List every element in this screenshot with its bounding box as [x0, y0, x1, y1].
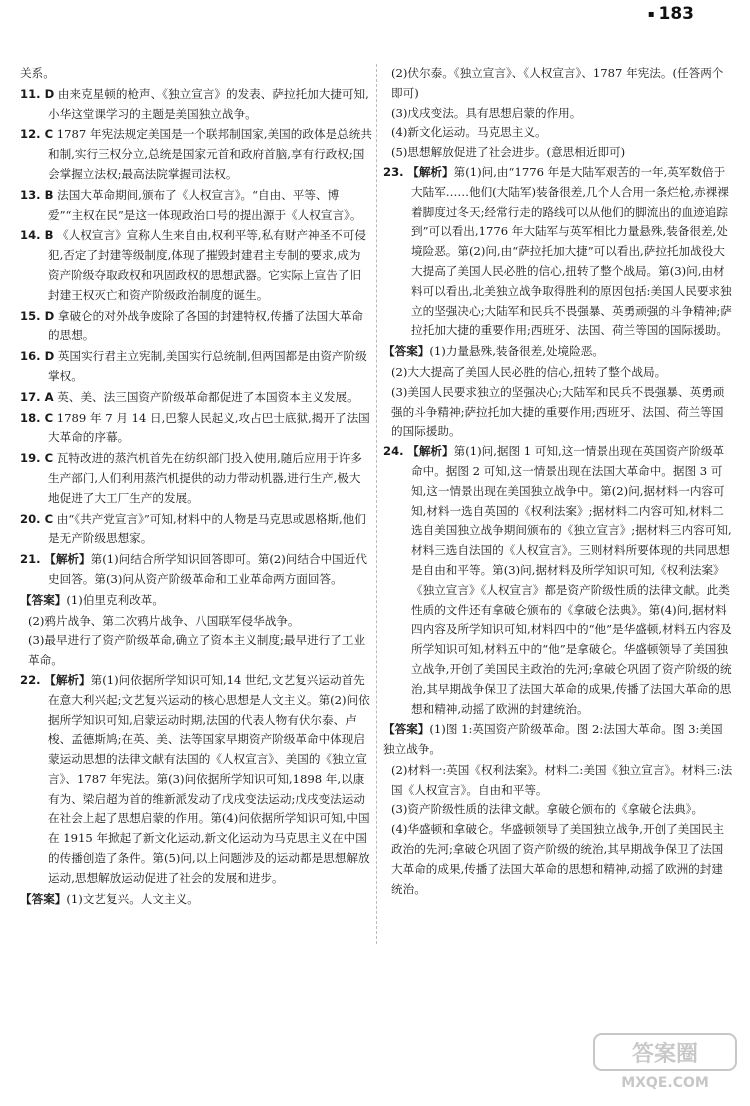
- question-number: 12. C: [20, 127, 54, 142]
- body-text: 第(1)问,由“1776 年是大陆军艰苦的一年,英军数倍于大陆军……他们(大陆军)装备很差,几个人合用一条烂枪,赤裸裸着脚度过冬天;经常行走的路线可以从他们的脚流出的血迹追踪到”可以看出,1776 年大陆军与英军相比力量悬殊,装备很差,处境险恶。第(2)问,由“萨拉托加大捷”可以看出,萨拉托加战役大大提高了美国人民必胜的信心,扭转了整个战局。第(3)问,由材料可以看出,北美独立战争取得胜利的原因包括:美国人民要求独立的坚强决心;大陆军和民兵不畏强暴、英勇顽强的斗争精神;萨拉托加大捷的重要作用;西班牙、法国、荷兰等国的国际援助。: [411, 164, 732, 338]
- question-number: 21.: [20, 552, 41, 567]
- answer-line: [383, 720, 733, 760]
- body-text: 《人权宣言》宣称人生来自由,权利平等,私有财产神圣不可侵犯,否定了封建等级制度,体现了摧毁封建君主专制的要求,成为资产阶级夺取政权和巩固政权的思想武器。它实际上宣告了旧封建王权灭亡和资产阶级政治制度的诞生。: [48, 228, 366, 302]
- question-item: [20, 186, 372, 226]
- body-text: (1)伯里克利改革。: [66, 592, 164, 607]
- body-text: 第(1)问,据图 1 可知,这一情景出现在英国资产阶级革命中。据图 2 可知,这一情景出现在法国大革命中。据图 3 可知,这一情景出现在美国独立战争中。第(2)问,据材料一内容可知,材料一选自英国的《权利法案》;据材料二内容可知,材料二选自美国独立战争期间颁布的《独立宣言》;据材料三内容可知,材料三选自法国的《人权宣言》。三则材料所要体现的共同思想是自由和平等。第(3)问,据材料及所学知识可知,《权利法案》《独立宣言》《人权宣言》都是资产阶级性质的法律文献。此类性质的文件还有拿破仑颁布的《拿破仑法典》。第(4)问,据材料四内容及所学知识可知,材料四中的“他”是华盛顿,材料五内容及所学知识可知,材料五中的“他”是拿破仑。华盛顿领导了美国独立战争,开创了美国民主政治的先河;拿破仑巩固了资产阶级的统治,其早期战争保卫了法国大革命的成果,传播了法国大革命的思想和精神,动摇了欧洲的封建统治。: [411, 444, 732, 716]
- answer-line: [383, 64, 733, 104]
- body-text: (3)戊戌变法。具有思想启蒙的作用。: [391, 105, 582, 120]
- body-text: (1)力量悬殊,装备很差,处境险恶。: [429, 344, 604, 359]
- answer-line: [383, 123, 733, 143]
- question-number: 23.: [383, 164, 404, 179]
- section-tag: 【答案】: [20, 592, 67, 607]
- body-text: (3)最早进行了资产阶级革命,确立了资本主义制度;最早进行了工业革命。: [28, 633, 366, 668]
- body-text: 法国大革命期间,颁布了《人权宣言》。“自由、平等、博爱”“主权在民”是这一体现政治口号的提出源于《人权宣言》。: [48, 187, 362, 222]
- body-text: (2)伏尔泰。《独立宣言》、《人权宣言》、1787 年宪法。(任答两个即可): [391, 66, 724, 100]
- answer-line: [383, 800, 733, 820]
- question-number: 15. D: [20, 308, 55, 323]
- body-text: (4)华盛顿和拿破仑。华盛顿领导了美国独立战争,开创了美国民主政治的先河;拿破仑巩固了资产阶级的统治,其早期战争保卫了法国大革命的成果,传播了法国大革命的思想和精神,动摇了欧洲的封建统治。: [391, 822, 725, 896]
- answer-line: [383, 383, 733, 442]
- answer-line: [20, 631, 372, 671]
- body-text: 由“《共产党宣言》”可知,材料中的人物是马克思或恩格斯,他们是无产阶级思想家。: [48, 511, 366, 546]
- watermark-main-text: 答案圈: [631, 1042, 699, 1067]
- column-divider: [376, 64, 377, 944]
- section-tag: 【答案】: [383, 722, 430, 737]
- body-text: (2)鸦片战争、第二次鸦片战争、八国联军侵华战争。: [28, 613, 300, 628]
- body-text: (2)材料一:英国《权利法案》。材料二:美国《独立宣言》。材料三:法国《人权宣言》。自由和平等。: [391, 762, 733, 797]
- question-item: [20, 85, 372, 125]
- answer-line: [20, 612, 372, 632]
- question-item: [20, 409, 372, 449]
- answer-line: [383, 820, 733, 899]
- body-text: 英国实行君主立宪制,美国实行总统制,但两国都是由资产阶级掌权。: [48, 349, 367, 383]
- body-text: (4)新文化运动。马克思主义。: [391, 125, 547, 140]
- body-text: 关系。: [20, 66, 55, 80]
- body-text: 1787 年宪法规定美国是一个联邦制国家,美国的政体是总统共和制,实行三权分立,总统是国家元首和政府首脑,享有行政权;国会掌握立法权;最高法院掌握司法权。: [48, 127, 372, 181]
- body-text: 第(1)问结合所学知识回答即可。第(2)问结合中国近代史回答。第(3)问从资产阶级革命和工业革命两方面回答。: [48, 552, 367, 586]
- question-number: 24.: [383, 444, 404, 459]
- question-item: [20, 388, 372, 408]
- body-text: 第(1)问依据所学知识可知,14 世纪,文艺复兴运动首先在意大利兴起;文艺复兴运动的核心思想是人文主义。第(2)问依据所学知识可知,启蒙运动时期,法国的代表人物有伏尔泰、卢梭、孟德斯鸠;在英、美、法等国家早期资产阶级革命中体现启蒙运动思想的法律文献有法国的《人权宣言》、美国的《独立宣言》、1787 年宪法。第(3)问依据所学知识可知,1898 年,以康有为、梁启超为首的维新派发动了戊戌变法运动;戊戌变法运动在社会上起了思想启蒙的作用。第(4)问依据所学知识可知,中国在 1915 年掀起了新文化运动,新文化运动为马克思主义在中国的传播创造了条件。第(5)问,以上问题涉及的运动都是思想解放运动,思想解放运动促进了社会的发展和进步。: [48, 672, 370, 885]
- answer-line: [383, 104, 733, 124]
- answer-line: [383, 363, 733, 383]
- watermark-sub-text: MXQE.COM: [621, 1075, 709, 1091]
- question-number: 19. C: [20, 451, 54, 466]
- question-number: 22.: [20, 672, 41, 687]
- question-item: [20, 510, 372, 550]
- left-column: [20, 64, 372, 910]
- section-tag: 【解析】: [44, 552, 91, 567]
- question-number: 11. D: [20, 86, 55, 101]
- question-number: 14. B: [20, 228, 54, 243]
- page-marker-icon: ▪: [647, 8, 655, 20]
- body-text: 1789 年 7 月 14 日,巴黎人民起义,攻占巴士底狱,揭开了法国大革命的序幕。: [48, 410, 370, 445]
- question-item: [20, 307, 372, 347]
- section-tag: 【解析】: [44, 672, 91, 687]
- body-text: (1)文艺复兴。人文主义。: [66, 891, 199, 906]
- answer-line: [383, 342, 733, 362]
- body-text: 由来克星顿的枪声、《独立宣言》的发表、萨拉托加大捷可知,小华这堂课学习的主题是美国独立战争。: [48, 86, 369, 121]
- question-number: 20. C: [20, 511, 54, 526]
- question-item: [20, 347, 372, 387]
- answer-line: [383, 761, 733, 801]
- question-number: 13. B: [20, 187, 54, 202]
- question-item: [383, 163, 733, 341]
- question-item: [20, 226, 372, 305]
- body-text: (1)图 1:英国资产阶级革命。图 2:法国大革命。图 3:美国独立战争。: [383, 722, 723, 757]
- watermark-logo: [590, 1030, 740, 1092]
- answer-line: [20, 64, 372, 84]
- answer-line: [20, 890, 372, 910]
- question-number: 17. A: [20, 389, 54, 404]
- section-tag: 【解析】: [407, 164, 454, 179]
- question-number: 16. D: [20, 349, 55, 364]
- right-column: [383, 64, 733, 899]
- body-text: 英、美、法三国资产阶级革命都促进了本国资本主义发展。: [57, 389, 359, 404]
- page-number-text: 183: [658, 4, 694, 24]
- body-text: (2)大大提高了美国人民必胜的信心,扭转了整个战局。: [391, 364, 667, 379]
- question-item: [20, 125, 372, 184]
- question-item: [20, 671, 372, 889]
- answer-line: [383, 143, 733, 163]
- body-text: (3)美国人民要求独立的坚强决心;大陆军和民兵不畏强暴、英勇顽强的斗争精神;萨拉托加大捷的重要作用;西班牙、法国、荷兰等国的国际援助。: [391, 384, 725, 439]
- body-text: (5)思想解放促进了社会进步。(意思相近即可): [391, 145, 626, 160]
- question-item: [20, 550, 372, 590]
- answer-line: [20, 591, 372, 611]
- question-number: 18. C: [20, 410, 54, 425]
- section-tag: 【解析】: [407, 444, 454, 459]
- page-number: [648, 4, 694, 24]
- question-item: [383, 442, 733, 719]
- body-text: 拿破仑的对外战争废除了各国的封建特权,传播了法国大革命的思想。: [48, 308, 364, 343]
- section-tag: 【答案】: [383, 344, 430, 359]
- question-item: [20, 449, 372, 508]
- body-text: 瓦特改进的蒸汽机首先在纺织部门投入使用,随后应用于许多生产部门,人们利用蒸汽机提供的动力带动机器,进行生产,极大地促进了大工厂生产的发展。: [48, 451, 362, 505]
- body-text: (3)资产阶级性质的法律文献。拿破仑颁布的《拿破仑法典》。: [391, 802, 704, 817]
- section-tag: 【答案】: [20, 891, 67, 906]
